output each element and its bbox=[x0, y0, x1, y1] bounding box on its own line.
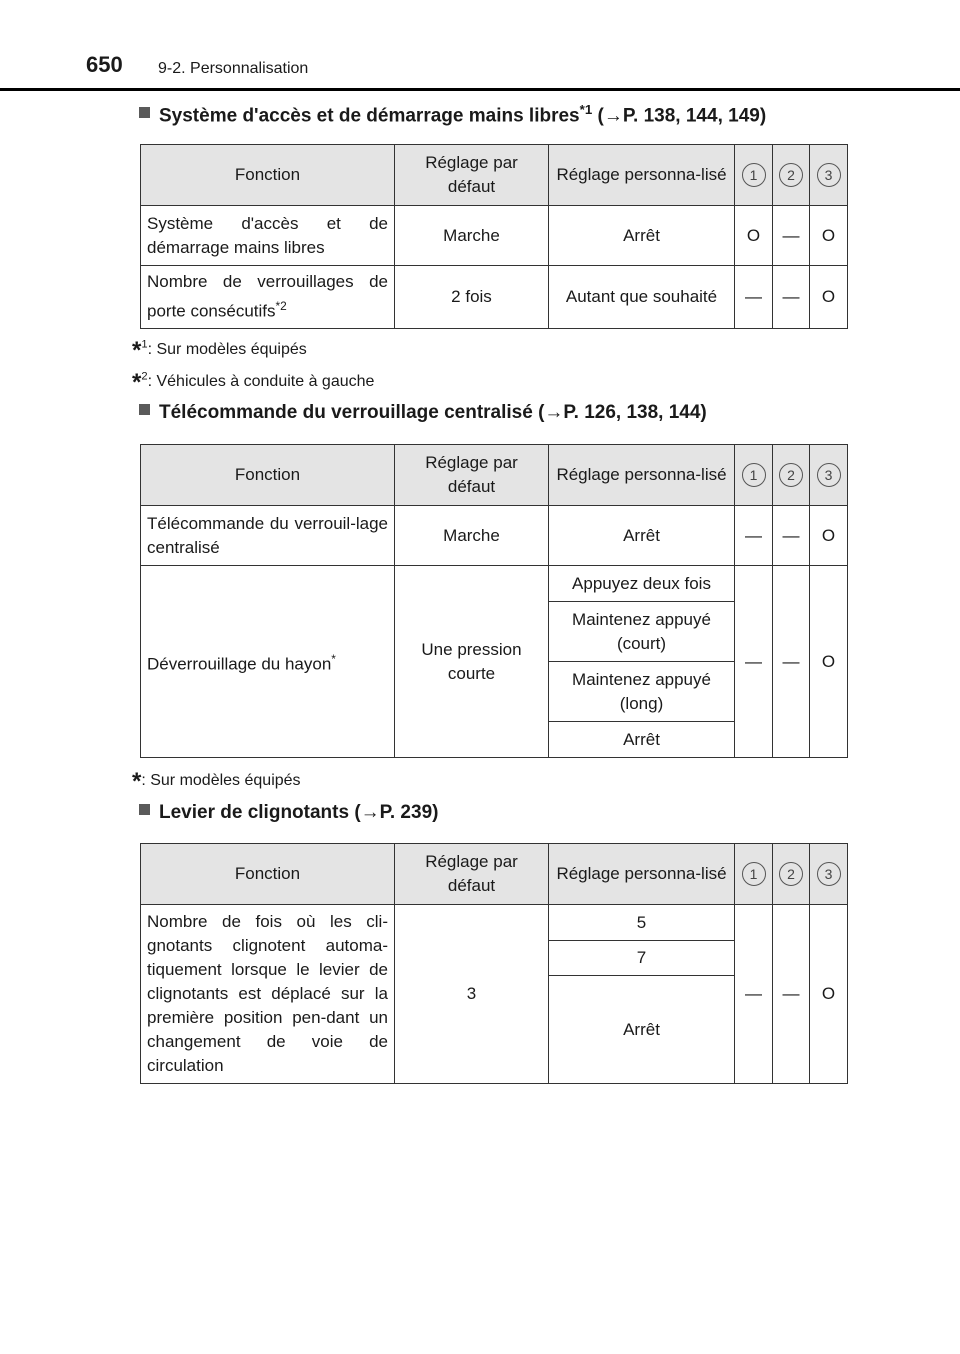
header-rule bbox=[0, 88, 960, 91]
row-col3: O bbox=[810, 266, 848, 329]
row-col2: — bbox=[773, 905, 810, 1084]
row-col1: — bbox=[735, 266, 773, 329]
table-header-row bbox=[141, 145, 848, 206]
row-col2: — bbox=[773, 266, 810, 329]
circled-3-icon: 3 bbox=[817, 163, 841, 187]
circled-1-icon: 1 bbox=[742, 862, 766, 886]
table-remote-lock bbox=[140, 444, 848, 758]
header-default: Réglage par défaut bbox=[395, 844, 549, 905]
page-number: 650 bbox=[86, 52, 123, 77]
circled-3-icon: 3 bbox=[817, 463, 841, 487]
row-function: Déverrouillage du hayon* bbox=[141, 566, 395, 758]
bullet-square-icon bbox=[139, 107, 150, 118]
page-header bbox=[0, 0, 960, 90]
circled-2-icon: 2 bbox=[779, 862, 803, 886]
header-function: Fonction bbox=[141, 145, 395, 206]
table-keyless-access bbox=[140, 144, 848, 329]
row-option: Arrêt bbox=[549, 722, 735, 758]
row-col1: — bbox=[735, 905, 773, 1084]
circled-1-icon: 1 bbox=[742, 163, 766, 187]
row-default: Une pression courte bbox=[395, 566, 549, 758]
row-function: Nombre de fois où les cli-gnotants clignotent automa-tiquement lorsque le levier de clignotants est déplacé sur la première position pen-dant un changement de voie de circulation bbox=[141, 905, 395, 1084]
row-option: Maintenez appuyé (long) bbox=[549, 662, 735, 722]
row-default: Marche bbox=[395, 506, 549, 566]
section-title-keyless: Système d'accès et de démarrage mains libres$^{*1}$ (→P. 138, 144, 149) bbox=[139, 102, 766, 127]
row-col2: — bbox=[773, 506, 810, 566]
header-function: Fonction bbox=[141, 445, 395, 506]
row-option: Arrêt bbox=[549, 976, 735, 1084]
header-custom: Réglage personna-lisé bbox=[549, 844, 735, 905]
section-title-turn-signal: Levier de clignotants (→P. 239) bbox=[139, 802, 438, 824]
circled-2-icon: 2 bbox=[779, 463, 803, 487]
row-option: Appuyez deux fois bbox=[549, 566, 735, 602]
circled-2-icon: 2 bbox=[779, 163, 803, 187]
header-default: Réglage par défaut bbox=[395, 145, 549, 206]
header-custom: Réglage personna-lisé bbox=[549, 145, 735, 206]
footnote-3: *: Sur modèles équipés bbox=[132, 768, 301, 795]
row-function: Nombre de verrouillages de porte consécutifs$^{*2}$ bbox=[141, 266, 395, 329]
header-function: Fonction bbox=[141, 844, 395, 905]
row-col2: — bbox=[773, 206, 810, 266]
row-custom: Autant que souhaité bbox=[549, 266, 735, 329]
bullet-square-icon bbox=[139, 804, 150, 815]
row-option: Maintenez appuyé (court) bbox=[549, 602, 735, 662]
row-option: 7 bbox=[549, 941, 735, 976]
page-reference: (→P. 239) bbox=[354, 802, 439, 823]
circled-3-icon: 3 bbox=[817, 862, 841, 886]
table-header-row bbox=[141, 445, 848, 506]
table-row bbox=[141, 506, 848, 566]
footnote-1: *$^1$: Sur modèles équipés bbox=[132, 337, 307, 364]
row-col3: O bbox=[810, 506, 848, 566]
row-function: Télécommande du verrouil-lage centralisé bbox=[141, 506, 395, 566]
table-row bbox=[141, 566, 848, 602]
bullet-square-icon bbox=[139, 404, 150, 415]
table-row bbox=[141, 905, 848, 941]
table-turn-signal bbox=[140, 843, 848, 1084]
row-col3: O bbox=[810, 905, 848, 1084]
row-default: 2 fois bbox=[395, 266, 549, 329]
row-option: 5 bbox=[549, 905, 735, 941]
row-default: 3 bbox=[395, 905, 549, 1084]
section-title-remote-lock: Télécommande du verrouillage centralisé (→P. 126, 138, 144) bbox=[139, 402, 707, 424]
row-col1: — bbox=[735, 506, 773, 566]
row-custom: Arrêt bbox=[549, 206, 735, 266]
row-function: Système d'accès et de démarrage mains libres bbox=[141, 206, 395, 266]
row-col3: O bbox=[810, 566, 848, 758]
header-default: Réglage par défaut bbox=[395, 445, 549, 506]
table-header-row bbox=[141, 844, 848, 905]
page-reference: (→P. 138, 144, 149) bbox=[597, 105, 767, 127]
row-col1: O bbox=[735, 206, 773, 266]
chapter-title: 9-2. Personnalisation bbox=[158, 60, 309, 77]
row-default: Marche bbox=[395, 206, 549, 266]
table-row bbox=[141, 266, 848, 329]
header-custom: Réglage personna-lisé bbox=[549, 445, 735, 506]
page-reference: (→P. 126, 138, 144) bbox=[538, 402, 707, 423]
row-col3: O bbox=[810, 206, 848, 266]
footnote-2: *$^2$: Véhicules à conduite à gauche bbox=[132, 369, 375, 396]
row-col1: — bbox=[735, 566, 773, 758]
circled-1-icon: 1 bbox=[742, 463, 766, 487]
table-row bbox=[141, 206, 848, 266]
row-col2: — bbox=[773, 566, 810, 758]
row-custom: Arrêt bbox=[549, 506, 735, 566]
